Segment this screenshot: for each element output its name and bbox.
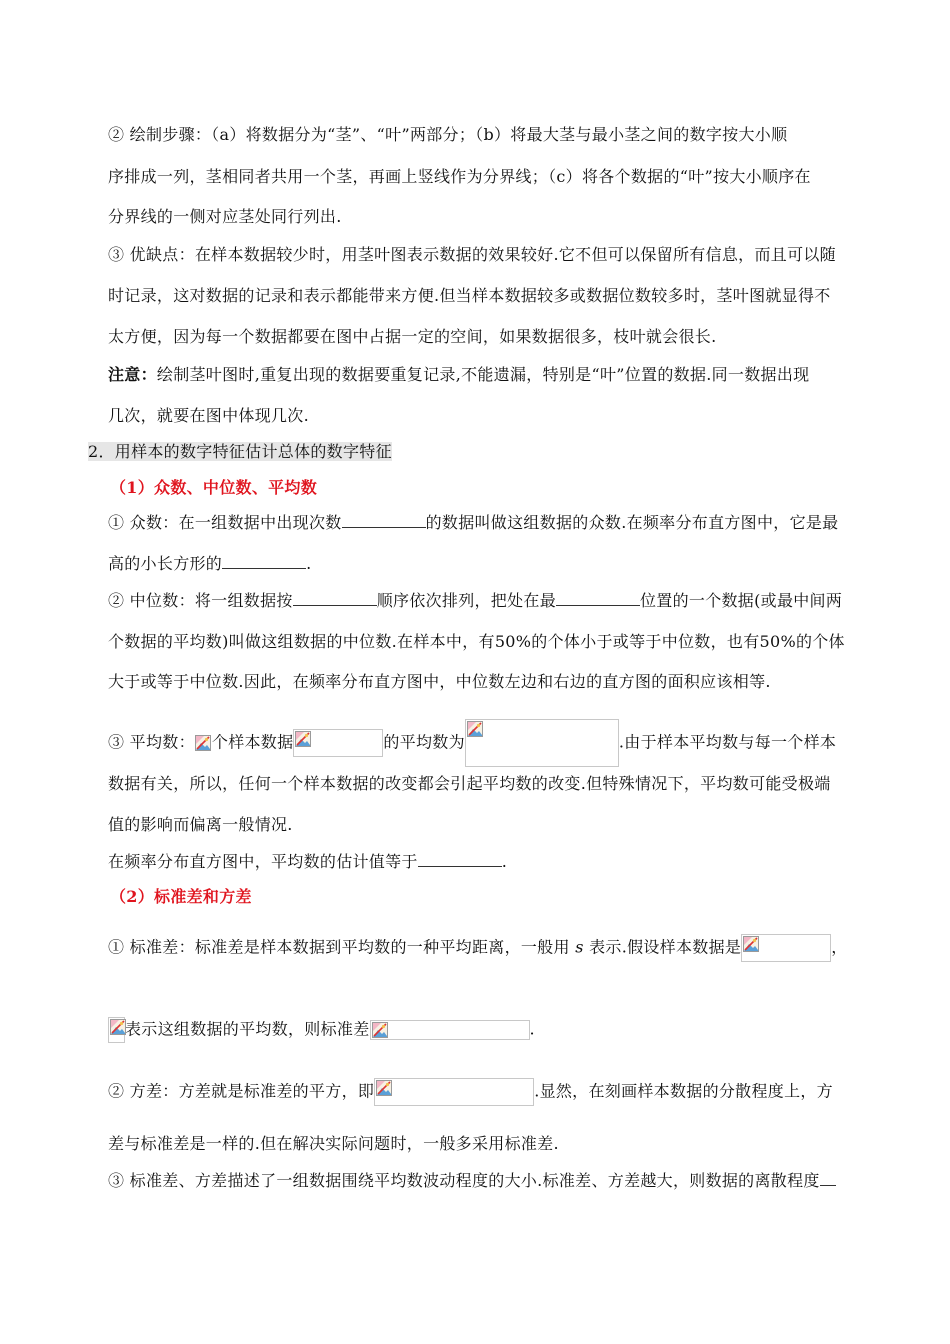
mode-line2 (108, 553, 868, 575)
median-line2: 个数据的平均数)叫做这组数据的中位数.在样本中，有50%的个体小于或等于中位数，也有50%的个体 (108, 632, 845, 651)
sd-formula-image (370, 1020, 530, 1040)
sd-symbol: s (575, 937, 584, 957)
mean-hist-end: . (501, 852, 508, 871)
subheading-mean-median-mode: （1）众数、中位数、平均数 (110, 478, 318, 497)
mode-text-c: 高的小长方形的 (108, 554, 223, 573)
step3-line3: 太方便，因为每一个数据都要在图中占据一定的空间，如果数据很多，枝叶就会很长. (108, 327, 717, 346)
mean-hist-text: 在频率分布直方图中，平均数的估计值等于 (108, 852, 418, 871)
mean-text-d: .由于样本平均数与每一个样本 (618, 732, 837, 752)
xbar-formula-image (108, 1017, 125, 1043)
step2-line1: ② 绘制步骤：（a）将数据分为“茎”、“叶”两部分；（b）将最大茎与最小茎之间的数字按大小顺 (108, 125, 788, 144)
sd-sample-formula-image (741, 934, 831, 962)
variance-text-b: .显然，在刻画样本数据的分散程度上，方 (534, 1081, 833, 1101)
mean-line1 (108, 719, 868, 767)
median-text-a: ② 中位数：将一组数据按 (108, 591, 293, 610)
median-blank-2[interactable] (556, 591, 640, 606)
mean-line3: 值的影响而偏离一般情况. (108, 815, 293, 834)
note-label: 注意： (108, 365, 157, 384)
mode-blank-1[interactable] (342, 513, 426, 528)
broken-image-icon (467, 721, 483, 737)
mode-text-b: 的数据叫做这组数据的众数.在频率分布直方图中，它是最 (425, 513, 839, 532)
section-heading-text: 2．用样本的数字特征估计总体的数字特征 (88, 442, 392, 461)
mode-text-a: ① 众数：在一组数据中出现次数 (108, 513, 342, 532)
spread-blank[interactable] (820, 1171, 836, 1186)
mode-text-d: . (306, 554, 312, 573)
mean-hist-line (108, 851, 868, 873)
mode-blank-2[interactable] (222, 554, 306, 569)
median-text-c: 位置的一个数据(或最中间两 (640, 591, 843, 610)
variance-text-a: ② 方差：方差就是标准差的平方，即 (108, 1081, 375, 1101)
median-line3: 大于或等于中位数.因此，在频率分布直方图中，中位数左边和右边的直方图的面积应该相等. (108, 672, 771, 691)
subheading-sd-variance: （2）标准差和方差 (110, 887, 252, 906)
sd-line1 (108, 934, 868, 962)
sd-text-e: . (529, 1019, 535, 1039)
broken-image-icon (295, 731, 311, 747)
mean-text-c: 的平均数为 (383, 732, 465, 752)
sd-line2 (108, 1017, 868, 1043)
variance-line1 (108, 1078, 868, 1106)
note-line1 (108, 364, 868, 386)
median-line1 (108, 590, 868, 612)
step2-line3: 分界线的一侧对应茎处同行列出. (108, 207, 342, 226)
median-text-b: 顺序依次排列，把处在最 (376, 591, 556, 610)
spread-text: ③ 标准差、方差描述了一组数据围绕平均数波动程度的大小.标准差、方差越大，则数据的离散程度 (108, 1171, 820, 1190)
mean-hist-blank[interactable] (418, 852, 502, 867)
variance-line2: 差与标准差是一样的.但在解决实际问题时，一般多采用标准差. (108, 1134, 559, 1153)
section-heading (88, 441, 392, 463)
broken-image-icon (743, 936, 759, 952)
broken-image-icon (195, 735, 211, 751)
mean-formula-image (465, 719, 619, 767)
mean-text-b: 个样本数据 (211, 732, 294, 752)
broken-image-icon (372, 1022, 388, 1038)
step3-line1: ③ 优缺点：在样本数据较少时，用茎叶图表示数据的效果较好.它不但可以保留所有信息，而且可以随 (108, 245, 836, 264)
spread-line1 (108, 1170, 868, 1192)
note-text: 绘制茎叶图时,重复出现的数据要重复记录,不能遗漏，特别是“叶”位置的数据.同一数据出现 (156, 365, 810, 384)
mean-line2: 数据有关，所以，任何一个样本数据的改变都会引起平均数的改变.但特殊情况下，平均数可能受极端 (108, 774, 831, 793)
mean-text-a: ③ 平均数： (108, 732, 195, 752)
step2-line2: 序排成一列，茎相同者共用一个茎，再画上竖线作为分界线；（c）将各个数据的“叶”按大小顺序在 (108, 167, 811, 186)
mode-line1 (108, 512, 868, 534)
step3-line2: 时记录，这对数据的记录和表示都能带来方便.但当样本数据较多或数据位数较多时，茎叶图就显得不 (108, 286, 831, 305)
variance-formula-image (374, 1078, 534, 1106)
sample-data-formula-image (293, 729, 383, 757)
sd-text-c: ， (831, 937, 848, 957)
broken-image-icon (110, 1019, 126, 1035)
broken-image-icon (376, 1080, 392, 1096)
n-formula-image (195, 735, 212, 752)
note-line2: 几次，就要在图中体现几次. (108, 406, 309, 425)
sd-text-d: 表示这组数据的平均数，则标准差 (125, 1019, 370, 1039)
sd-text-b: 表示.假设样本数据是 (583, 937, 742, 957)
sd-text-a: ① 标准差：标准差是样本数据到平均数的一种平均距离，一般用 (108, 937, 576, 957)
median-blank-1[interactable] (293, 591, 377, 606)
